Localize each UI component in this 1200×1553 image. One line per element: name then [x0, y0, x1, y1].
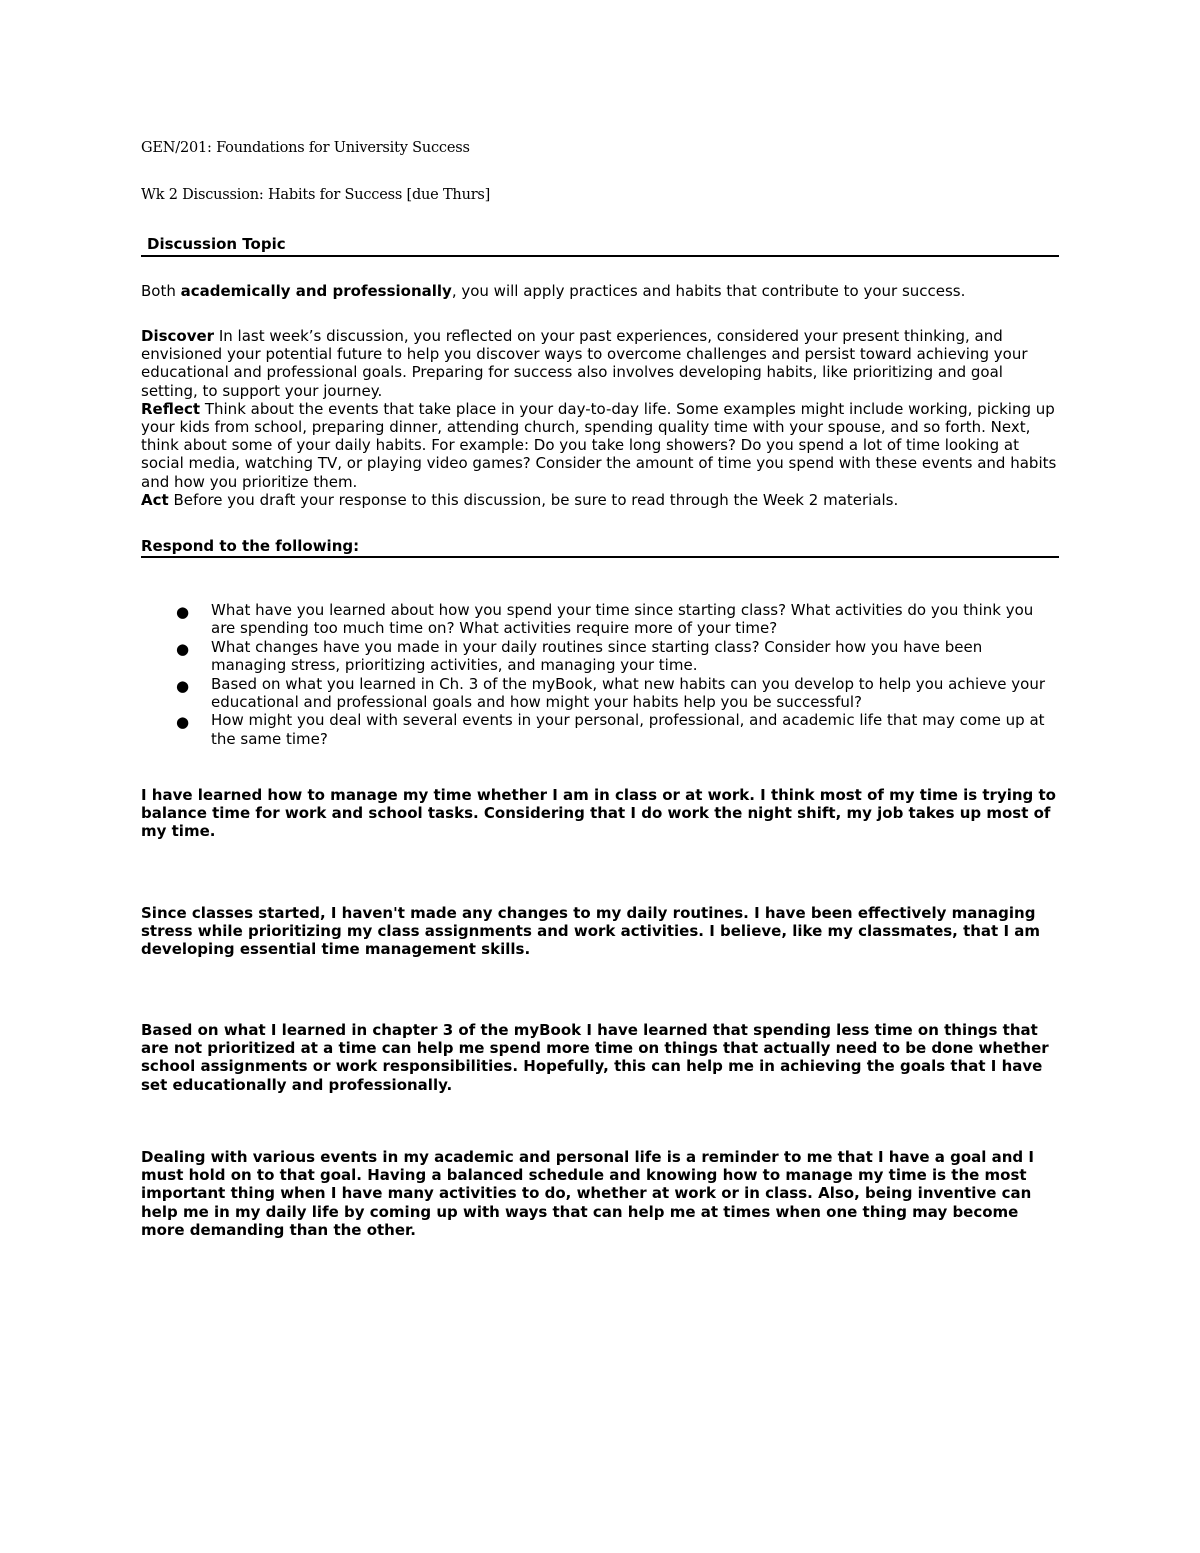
- question-text: How might you deal with several events in your personal, professional, and academic life that may come up at the same time?: [211, 711, 1045, 748]
- reflect-label: Reflect: [141, 399, 201, 418]
- respond-heading: Respond to the following:: [141, 537, 1059, 558]
- bullet-icon: ●: [176, 676, 190, 695]
- answer-paragraph-2: Since classes started, I haven't made any changes to my daily routines. I have been effectively managing stress while prioritizing my class assignments and work activities. I believe, like my classmates, that I am developing essential time management skills.: [141, 904, 1041, 959]
- discover-text: In last week’s discussion, you reflected on your past experiences, considered your present thinking, and envisioned your potential future to help you discover ways to overcome challenges and persist toward achieving your educational and professional goals. Preparing for success also involves developing habits, like prioritizing and goal setting, to support your journey.: [141, 327, 1028, 400]
- discover-label: Discover: [141, 327, 215, 345]
- list-item: [141, 601, 1061, 638]
- intro-bold: academically and professionally: [180, 282, 452, 300]
- answer-paragraph-3: Based on what I learned in chapter 3 of the myBook I have learned that spending less time on things that are not prioritized at a time can help me spend more time on things that actually need to be done whether school assignments or work responsibilities. Hopefully, this can help me in achieving the goals that I have set educationally and professionally.: [141, 1021, 1049, 1094]
- intro-prefix: Both: [141, 282, 181, 300]
- bullet-icon: ●: [176, 639, 190, 658]
- question-text: What changes have you made in your daily routines since starting class? Consider how you have been managing stress, prioritizing activities, and managing your time.: [211, 637, 983, 675]
- act-text: Before you draft your response to this discussion, be sure to read through the Week 2 materials.: [168, 490, 899, 509]
- discover-reflect-act: [141, 327, 1059, 509]
- question-list: [141, 601, 1059, 748]
- act-label: Act: [141, 490, 169, 509]
- act-paragraph: [141, 491, 1059, 509]
- list-item: [141, 675, 1061, 712]
- course-title: GEN/201: Foundations for University Success: [141, 140, 470, 156]
- intro-suffix: , you will apply practices and habits that contribute to your success.: [451, 282, 966, 300]
- question-text: What have you learned about how you spend your time since starting class? What activities do you think you are spending too much time on? What activities require more of your time?: [211, 601, 1034, 638]
- list-item: [141, 638, 1061, 675]
- list-item: [141, 711, 1061, 748]
- bullet-icon: ●: [176, 713, 190, 732]
- bullet-icon: ●: [176, 603, 190, 621]
- discover-paragraph: [141, 327, 1059, 400]
- answer-paragraph-1: I have learned how to manage my time whether I am in class or at work. I think most of my time is trying to balance time for work and school tasks. Considering that I do work the night shift, my job takes up most of my time.: [141, 786, 1056, 841]
- question-text: Based on what you learned in Ch. 3 of the myBook, what new habits can you develop to help you achieve your educational and professional goals and how might your habits help you be successful?: [211, 674, 1046, 712]
- reflect-text: Think about the events that take place in your day-to-day life. Some examples might include working, picking up your kids from school, preparing dinner, attending church, spending quality time with your spouse, and so forth. Next, think about some of your daily habits. For example: Do you take long showers? Do you spend a lot of time looking at social media, watching TV, or playing video games? Consider the amount of time you spend with these events and habits and how you prioritize them.: [141, 399, 1057, 491]
- discussion-title: Wk 2 Discussion: Habits for Success [due Thurs]: [141, 187, 491, 203]
- reflect-paragraph: [141, 400, 1059, 491]
- answer-paragraph-4: Dealing with various events in my academic and personal life is a reminder to me that I have a goal and I must hold on to that goal. Having a balanced schedule and knowing how to manage my time is the most important thing when I have many activities to do, whether at work or in class. Also, being inventive can help me in my daily life by coming up with ways that can help me at times when one thing may become more demanding than the other.: [141, 1148, 1034, 1239]
- intro-paragraph: [141, 282, 1059, 300]
- discussion-topic-heading: Discussion Topic: [141, 235, 1059, 257]
